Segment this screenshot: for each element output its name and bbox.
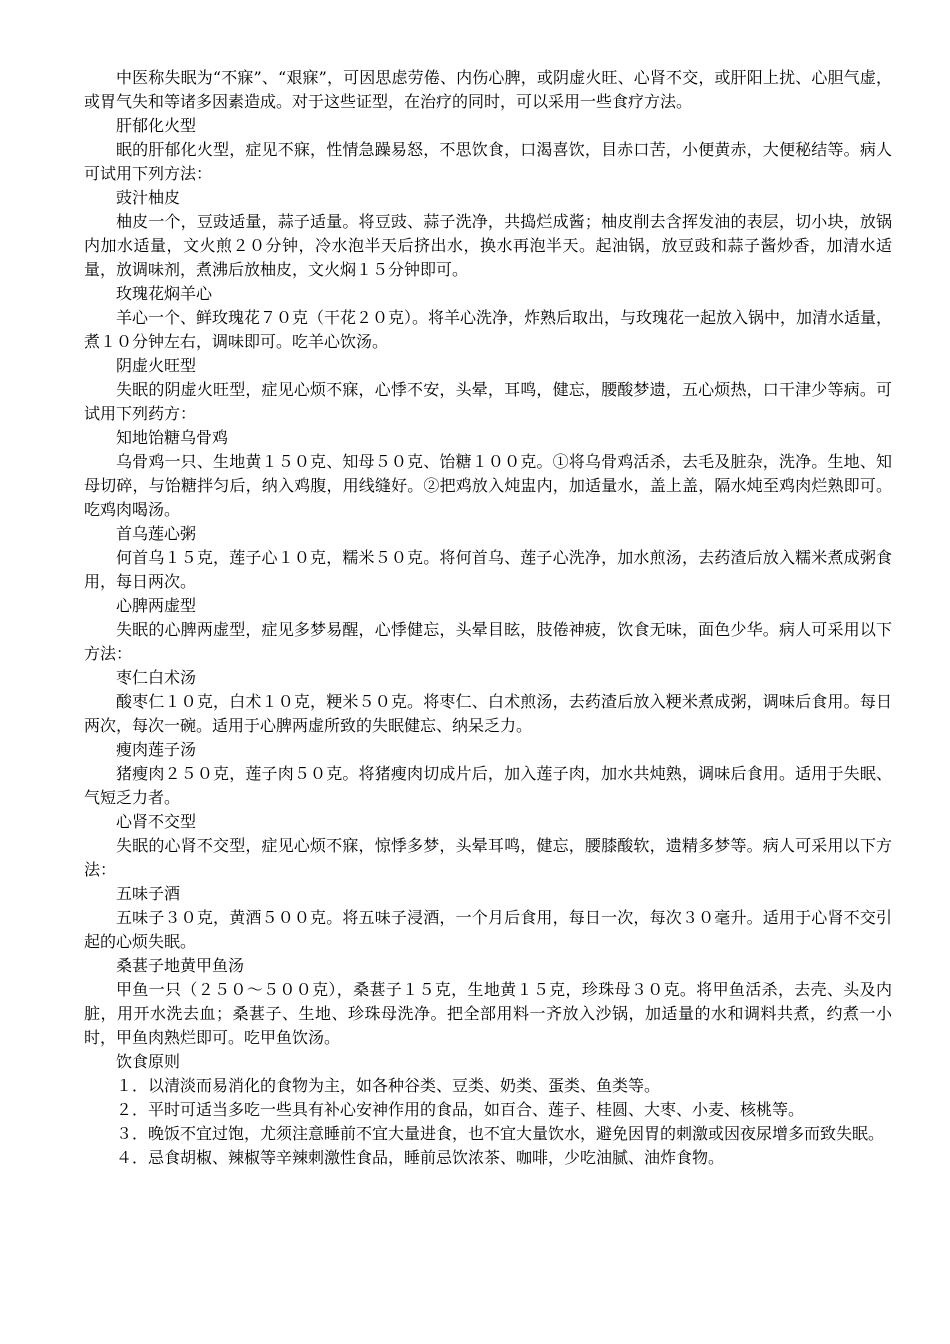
body-paragraph: 乌骨鸡一只、生地黄１５０克、知母５０克、饴糖１００克。①将乌骨鸡活杀，去毛及脏杂，洗净。生地、知母切碎，与饴糖拌匀后，纳入鸡腹，用线缝好。②把鸡放入炖盅内，加适量水，盖上盖，隔水炖至鸡肉烂熟即可。吃鸡肉喝汤。	[84, 452, 892, 519]
section-heading: 桑葚子地黄甲鱼汤	[116, 956, 245, 975]
body-paragraph: 何首乌１５克，莲子心１０克，糯米５０克。将何首乌、莲子心洗净，加水煎汤，去药渣后放入糯米煮成粥食用，每日两次。	[84, 548, 892, 591]
section-heading: 首乌莲心粥	[116, 524, 197, 543]
section-heading: 心肾不交型	[116, 812, 197, 831]
body-paragraph: ２．平时可适当多吃一些具有补心安神作用的食品，如百合、莲子、桂圆、大枣、小麦、核桃等。	[116, 1100, 805, 1119]
body-paragraph: １．以清淡而易消化的食物为主，如各种谷类、豆类、奶类、蛋类、鱼类等。	[116, 1076, 661, 1095]
section-heading: 豉汁柚皮	[116, 188, 181, 207]
body-paragraph: 失眠的心脾两虚型，症见多梦易醒，心悸健忘，头晕目眩，肢倦神疲，饮食无味，面色少华。病人可采用以下方法：	[84, 620, 892, 663]
body-paragraph: 羊心一个、鲜玫瑰花７０克（干花２０克）。将羊心洗净，炸熟后取出，与玫瑰花一起放入锅中，加清水适量，煮１０分钟左右，调味即可。吃羊心饮汤。	[84, 308, 893, 351]
section-heading: 五味子酒	[116, 884, 181, 903]
section-heading: 饮食原则	[116, 1052, 181, 1071]
body-paragraph: 柚皮一个，豆豉适量，蒜子适量。将豆豉、蒜子洗净，共捣烂成酱；柚皮削去含挥发油的表层，切小块，放锅内加水适量，文火煎２０分钟，冷水泡半天后挤出水，换水再泡半天。起油锅，放豆豉和蒜子酱炒香，加清水适量，放调味剂，煮沸后放柚皮，文火焖１５分钟即可。	[84, 212, 892, 279]
section-heading: 心脾两虚型	[116, 596, 197, 615]
body-paragraph: 甲鱼一只（２５０～５００克），桑葚子１５克，生地黄１５克，珍珠母３０克。将甲鱼活杀，去壳、头及内脏，用开水洗去血；桑葚子、生地、珍珠母洗净。把全部用料一齐放入沙锅，加适量的水和调料共煮，约煮一小时，甲鱼肉熟烂即可。吃甲鱼饮汤。	[84, 980, 892, 1047]
body-paragraph: 猪瘦肉２５０克，莲子肉５０克。将猪瘦肉切成片后，加入莲子肉，加水共炖熟，调味后食用。适用于失眠、气短乏力者。	[84, 764, 892, 807]
section-heading: 知地饴糖乌骨鸡	[116, 428, 229, 447]
section-heading: 玫瑰花焖羊心	[116, 284, 213, 303]
body-paragraph: 失眠的阴虚火旺型，症见心烦不寐，心悸不安，头晕，耳鸣，健忘，腰酸梦遗，五心烦热，口干津少等病。可试用下列药方：	[84, 380, 892, 423]
body-paragraph: 眠的肝郁化火型，症见不寐，性情急躁易怒，不思饮食，口渴喜饮，目赤口苦，小便黄赤，大便秘结等。病人可试用下列方法：	[84, 140, 892, 183]
body-paragraph: 中医称失眠为“不寐”、“艰寐”，可因思虑劳倦、内伤心脾，或阴虚火旺、心肾不交，或肝阳上扰、心胆气虚，或胃气失和等诸多因素造成。对于这些证型，在治疗的同时，可以采用一些食疗方法。	[84, 68, 892, 111]
document-body	[84, 66, 892, 1170]
body-paragraph: 失眠的心肾不交型，症见心烦不寐，惊悸多梦，头晕耳鸣，健忘，腰膝酸软，遗精多梦等。病人可采用以下方法：	[84, 836, 892, 879]
section-heading: 肝郁化火型	[116, 116, 197, 135]
body-paragraph: 酸枣仁１０克，白术１０克，粳米５０克。将枣仁、白术煎汤，去药渣后放入粳米煮成粥，调味后食用。每日两次，每次一碗。适用于心脾两虚所致的失眠健忘、纳呆乏力。	[84, 692, 892, 735]
body-paragraph: ３．晚饭不宜过饱，尤须注意睡前不宜大量进食，也不宜大量饮水，避免因胃的刺激或因夜尿增多而致失眠。	[116, 1124, 885, 1143]
section-heading: 瘦肉莲子汤	[116, 740, 197, 759]
body-paragraph: ４．忌食胡椒、辣椒等辛辣刺激性食品，睡前忌饮浓茶、咖啡，少吃油腻、油炸食物。	[116, 1148, 725, 1167]
section-heading: 枣仁白术汤	[116, 668, 197, 687]
body-paragraph: 五味子３０克，黄酒５００克。将五味子浸酒，一个月后食用，每日一次，每次３０毫升。适用于心肾不交引起的心烦失眠。	[84, 908, 892, 951]
section-heading: 阴虚火旺型	[116, 356, 197, 375]
